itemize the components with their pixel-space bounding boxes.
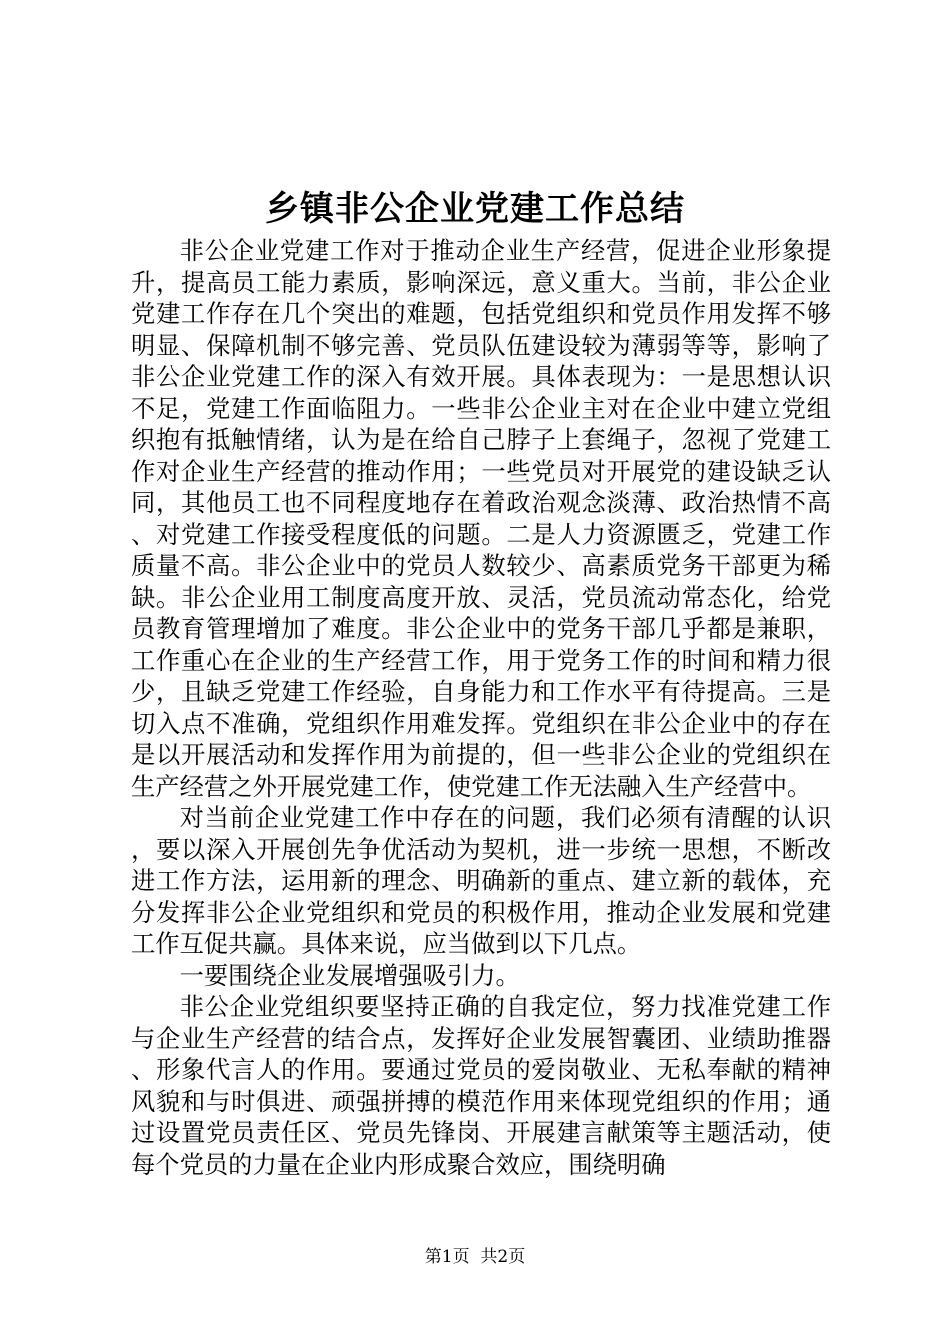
paragraph-4: 非公企业党组织要坚持正确的自我定位，努力找准党建工作与企业生产经营的结合点，发挥好企业发展智囊团、业绩助推器、形象代言人的作用。要通过党员的爱岗敬业、无私奉献的精神风貌和与时俱进、顽强拼搏的模范作用来体现党组织的作用；通过设置党员责任区、党员先锋岗、开展建言献策等主题活动，使每个党员的力量在企业内形成聚合效应，围绕明确 [131, 992, 831, 1179]
document-body [131, 235, 831, 1180]
page-footer [0, 1246, 950, 1268]
document-title: 乡镇非公企业党建工作总结 [265, 189, 685, 229]
page-number: 第1页 [424, 1247, 470, 1267]
paragraph-2: 对当前企业党建工作中存在的问题，我们必须有清醒的认识，要以深入开展创先争优活动为契机，进一步统一思想，不断改进工作方法，运用新的理念、明确新的重点、建立新的载体，充分发挥非公企业党组织和党员的积极作用，推动企业发展和党建工作互促共赢。具体来说，应当做到以下几点。 [131, 803, 831, 958]
page-total: 共2页 [480, 1247, 526, 1267]
paragraph-3-heading: 一要围绕企业发展增强吸引力。 [179, 960, 520, 990]
paragraph-1: 非公企业党建工作对于推动企业生产经营，促进企业形象提升，提高员工能力素质，影响深远，意义重大。当前，非公企业党建工作存在几个突出的难题，包括党组织和党员作用发挥不够明显、保障机制不够完善、党员队伍建设较为薄弱等等，影响了非公企业党建工作的深入有效开展。具体表现为：一是思想认识不足，党建工作面临阻力。一些非公企业主对在企业中建立党组织抱有抵触情绪，认为是在给自己脖子上套绳子，忽视了党建工作对企业生产经营的推动作用；一些党员对开展党的建设缺乏认同，其他员工也不同程度地存在着政治观念淡薄、政治热情不高、对党建工作接受程度低的问题。二是人力资源匮乏，党建工作质量不高。非公企业中的党员人数较少、高素质党务干部更为稀缺。非公企业用工制度高度开放、灵活，党员流动常态化，给党员教育管理增加了难度。非公企业中的党务干部几乎都是兼职，工作重心在企业的生产经营工作，用于党务工作的时间和精力很少，且缺乏党建工作经验，自身能力和工作水平有待提高。三是切入点不准确，党组织作用难发挥。党组织在非公企业中的存在是以开展活动和发挥作用为前提的，但一些非公企业的党组织在生产经营之外开展党建工作，使党建工作无法融入生产经营中。 [131, 236, 831, 801]
